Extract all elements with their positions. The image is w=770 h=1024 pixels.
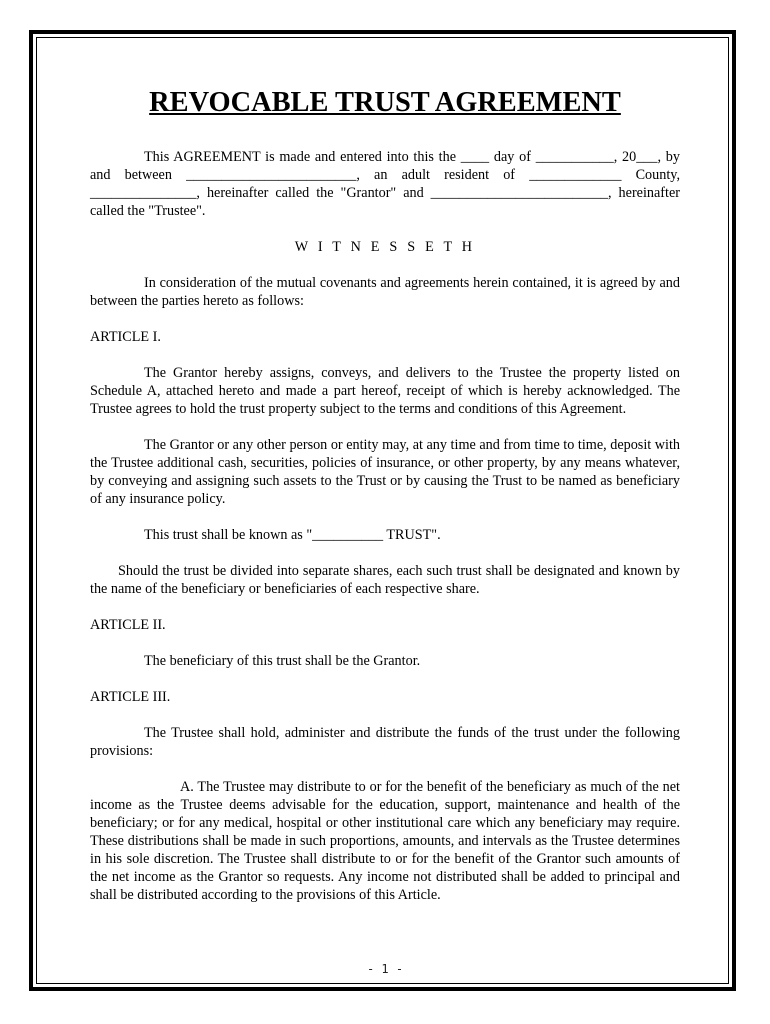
document-body [90, 87, 680, 904]
article-1-paragraph-2: The Grantor or any other person or entity may, at any time and from time to time, deposit with the Trustee additional cash, securities, policies of insurance, or other property, by any means whatever, by conveying and assigning such assets to the Trust or by causing the Trust to be named as beneficiary of any insurance policy. [90, 437, 680, 507]
intro-paragraph: This AGREEMENT is made and entered into this the ____ day of ___________, 20___, by and between ________________________, an adult resident of _____________ County, _______________, hereinafter called the "Grantor" and _________________________, hereinafter called the "Trustee". [90, 149, 680, 219]
article-3-paragraph-1: The Trustee shall hold, administer and distribute the funds of the trust under the following provisions: [90, 725, 680, 759]
article-1-paragraph-3: This trust shall be known as "__________ TRUST". [144, 527, 441, 543]
article-3-heading: ARTICLE III. [90, 689, 171, 705]
document-title: REVOCABLE TRUST AGREEMENT [149, 87, 621, 118]
article-2-heading: ARTICLE II. [90, 617, 166, 633]
witnesseth-heading: W I T N E S S E T H [294, 239, 476, 255]
article-2-paragraph-1: The beneficiary of this trust shall be the Grantor. [144, 653, 421, 669]
article-3-paragraph-a: A. The Trustee may distribute to or for the benefit of the beneficiary as much of the net income as the Trustee deems advisable for the education, support, maintenance and health of the beneficiary; or for any medical, hospital or other institutional care which any beneficiary may require. These distributions shall be made in such proportions, amounts, and intervals as the Trustee determines in his sole discretion. The Trustee shall distribute to or for the benefit of the Grantor such amounts of the net income as the Grantor so requests. Any income not distributed shall be added to principal and shall be distributed according to the provisions of this Article. [90, 779, 680, 903]
article-1-paragraph-1: The Grantor hereby assigns, conveys, and delivers to the Trustee the property listed on Schedule A, attached hereto and made a part hereof, receipt of which is hereby acknowledged. The Trustee agrees to hold the trust property subject to the terms and conditions of this Agreement. [90, 365, 680, 417]
consideration-paragraph: In consideration of the mutual covenants and agreements herein contained, it is agreed by and between the parties hereto as follows: [90, 275, 680, 309]
article-1-paragraph-4: Should the trust be divided into separate shares, each such trust shall be designated and known by the name of the beneficiary or beneficiaries of each respective share. [90, 563, 680, 597]
page-number: - 1 - [366, 962, 404, 976]
article-1-heading: ARTICLE I. [90, 329, 161, 345]
